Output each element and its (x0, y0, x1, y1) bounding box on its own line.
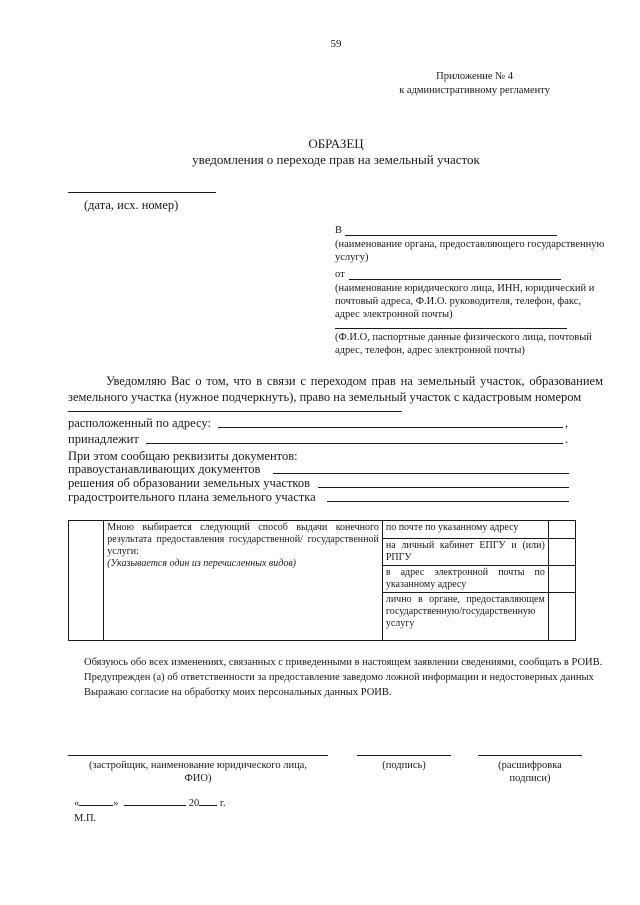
method-option: в адрес электронной почты по указанному адресу (382, 566, 548, 593)
title-docs-line[interactable] (273, 473, 569, 474)
signature-caption: (подпись) (382, 760, 426, 771)
method-checkbox[interactable] (548, 593, 575, 641)
appendix-line1: Приложение № 4 (436, 71, 514, 82)
page-number: 59 (330, 38, 342, 50)
requisites-intro: При этом сообщаю реквизиты документов: (68, 449, 298, 463)
located-label: расположенный по адресу: (68, 416, 211, 430)
recipient-block (335, 224, 605, 357)
title-docs-label: правоустанавливающих документов (68, 462, 261, 476)
method-option: лично в органе, предоставляющем государственную/государственную услугу (382, 593, 548, 641)
decoding-caption: (расшифровка подписи) (498, 760, 562, 784)
to-prefix: В (335, 225, 343, 236)
belongs-label: принадлежит (68, 432, 139, 446)
method-checkbox[interactable] (548, 539, 575, 566)
year-field[interactable] (199, 805, 217, 806)
date-number-line[interactable] (68, 192, 216, 193)
signature-line[interactable] (357, 755, 451, 756)
developer-signature-line[interactable] (68, 755, 328, 756)
method-description: Мною выбирается следующий способ выдачи конечного результата предоставления государственной/ государственной услуги: (107, 522, 379, 557)
appendix-header (399, 70, 550, 98)
owner-line[interactable] (146, 443, 563, 444)
notice-paragraph: Уведомляю Вас о том, что в связи с переходом прав на земельный участок, образованием земельного участка (нужное подчеркнуть), право на земельный участок с кадастровым номером (68, 374, 603, 404)
month-field[interactable] (124, 805, 186, 806)
note-obligation: Обязуюсь обо всех изменениях, связанных с приведенными в настоящем заявлении сведениями, сообщать в РОИВ. (84, 657, 603, 668)
document-title (0, 136, 640, 168)
notes-block (68, 656, 603, 701)
urban-plan-label: градостроительного плана земельного участка (68, 490, 316, 504)
person-caption: (Ф.И.О, паспортные данные физического лица, почтовый адрес, телефон, адрес электронной почты) (335, 332, 592, 356)
appendix-line2: к административному регламенту (399, 85, 550, 96)
from-line[interactable] (349, 268, 561, 280)
title-line2: уведомления о переходе прав на земельный участок (192, 152, 480, 167)
empty-cell (69, 521, 104, 641)
method-option: по почте по указанному адресу (382, 521, 548, 539)
note-warning: Предупрежден (а) об ответственности за предоставление заведомо ложной информации и недостоверных данных (84, 672, 594, 683)
to-caption: (наименование органа, предоставляющего государственную услугу) (335, 239, 605, 263)
to-organ-line[interactable] (345, 224, 557, 236)
formation-decisions-label: решения об образовании земельных участков (68, 476, 310, 490)
decoding-line[interactable] (478, 755, 582, 756)
day-field[interactable] (79, 805, 113, 806)
developer-caption: (застройщик, наименование юридического лица, ФИО) (89, 760, 307, 784)
title-line1: ОБРАЗЕЦ (308, 136, 364, 151)
method-description-cell (104, 521, 383, 641)
cadastral-number-line[interactable] (68, 411, 402, 412)
person-line[interactable] (335, 321, 567, 329)
method-checkbox[interactable] (548, 521, 575, 539)
issuance-method-table (68, 520, 576, 641)
urban-plan-line[interactable] (327, 501, 569, 502)
stamp-label: М.П. (74, 813, 97, 824)
note-consent: Выражаю согласие на обработку моих персональных данных РОИВ. (84, 687, 392, 698)
date-number-label: (дата, исх. номер) (84, 198, 179, 212)
from-caption: (наименование юридического лица, ИНН, юридический и почтовый адреса, Ф.И.О. руководителя, телефон, факс, адрес электронной почты) (335, 283, 595, 320)
method-hint: (Указывается один из перечисленных видов) (107, 558, 296, 569)
date-line: « » 20 г. (74, 798, 226, 809)
from-prefix: от (335, 269, 345, 280)
formation-decisions-line[interactable] (318, 487, 569, 488)
method-option: на личный кабинет ЕПГУ и (или) РПГУ (382, 539, 548, 566)
address-line[interactable] (218, 427, 563, 428)
method-checkbox[interactable] (548, 566, 575, 593)
